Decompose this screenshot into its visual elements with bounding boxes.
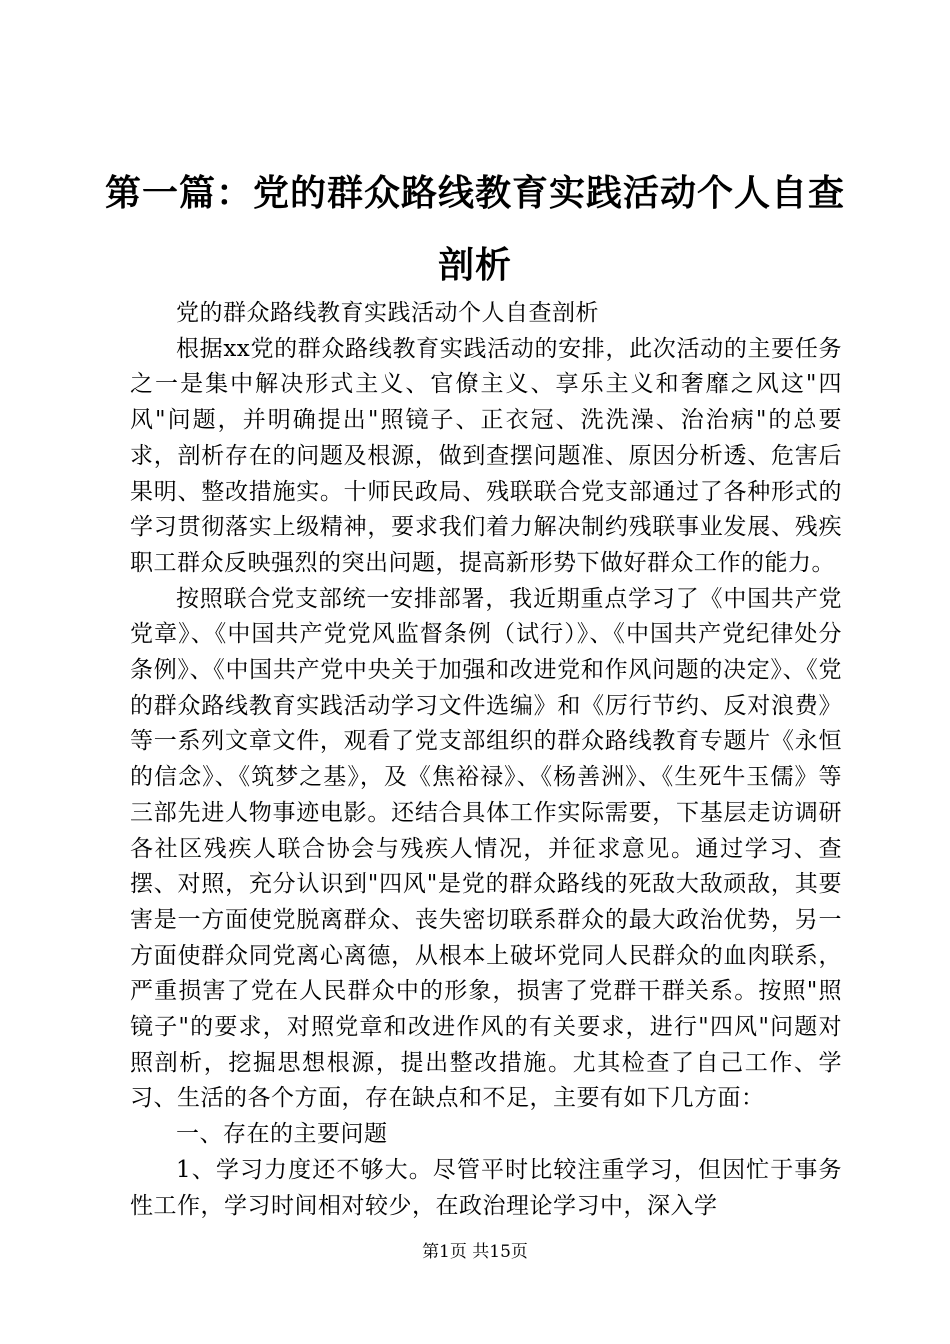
paragraph-study: 按照联合党支部统一安排部署，我近期重点学习了《中国共产党党章》、《中国共产党党风监督条例（试行）》、《中国共产党纪律处分条例》、《中国共产党中央关于加强和改进党和作风问题的决定》、《党的群众路线教育实践活动学习文件选编》和《厉行节约、反对浪费》等一系列文章文件，观看了党支部组织的群众路线教育专题片《永恒的信念》、《筑梦之基》，及《焦裕禄》、《杨善洲》、《生死牛玉儒》等三部先进人物事迹电影。还结合具体工作实际需要，下基层走访调研各社区残疾人联合协会与残疾人情况，并征求意见。通过学习、查摆、对照，充分认识到"四风"是党的群众路线的死敌大敌顽敌，其要害是一方面使党脱离群众、丧失密切联系群众的最大政治优势，另一方面使群众同党离心离德，从根本上破坏党同人民群众的血肉联系，严重损害了党在人民群众中的形象，损害了党群干群关系。按照"照镜子"的要求，对照党章和改进作风的有关要求，进行"四风"问题对照剖析，挖掘思想根源，提出整改措施。尤其检查了自己工作、学习、生活的各个方面，存在缺点和不足，主要有如下几方面： <box>130 585 842 1112</box>
paragraph-problem-1: 1、学习力度还不够大。尽管平时比较注重学习，但因忙于事务性工作，学习时间相对较少，在政治理论学习中，深入学 <box>130 1156 842 1219</box>
paragraph-intro: 根据xx党的群众路线教育实践活动的安排，此次活动的主要任务之一是集中解决形式主义、官僚主义、享乐主义和奢靡之风这"四风"问题，并明确提出"照镜子、正衣冠、洗洗澡、治治病"的总要求，剖析存在的问题及根源，做到查摆问题准、原因分析透、危害后果明、整改措施实。十师民政局、残联联合党支部通过了各种形式的学习贯彻落实上级精神，要求我们着力解决制约残联事业发展、残疾职工群众反映强烈的突出问题，提高新形势下做好群众工作的能力。 <box>130 335 842 576</box>
page-footer: 第1页 共15页 <box>422 1242 528 1262</box>
paragraph-subtitle: 党的群众路线教育实践活动个人自查剖析 <box>176 300 599 326</box>
document-title: 第一篇：党的群众路线教育实践活动个人自查剖析 <box>104 173 845 286</box>
section-heading: 一、存在的主要问题 <box>176 1121 388 1148</box>
document-body <box>130 296 842 1224</box>
